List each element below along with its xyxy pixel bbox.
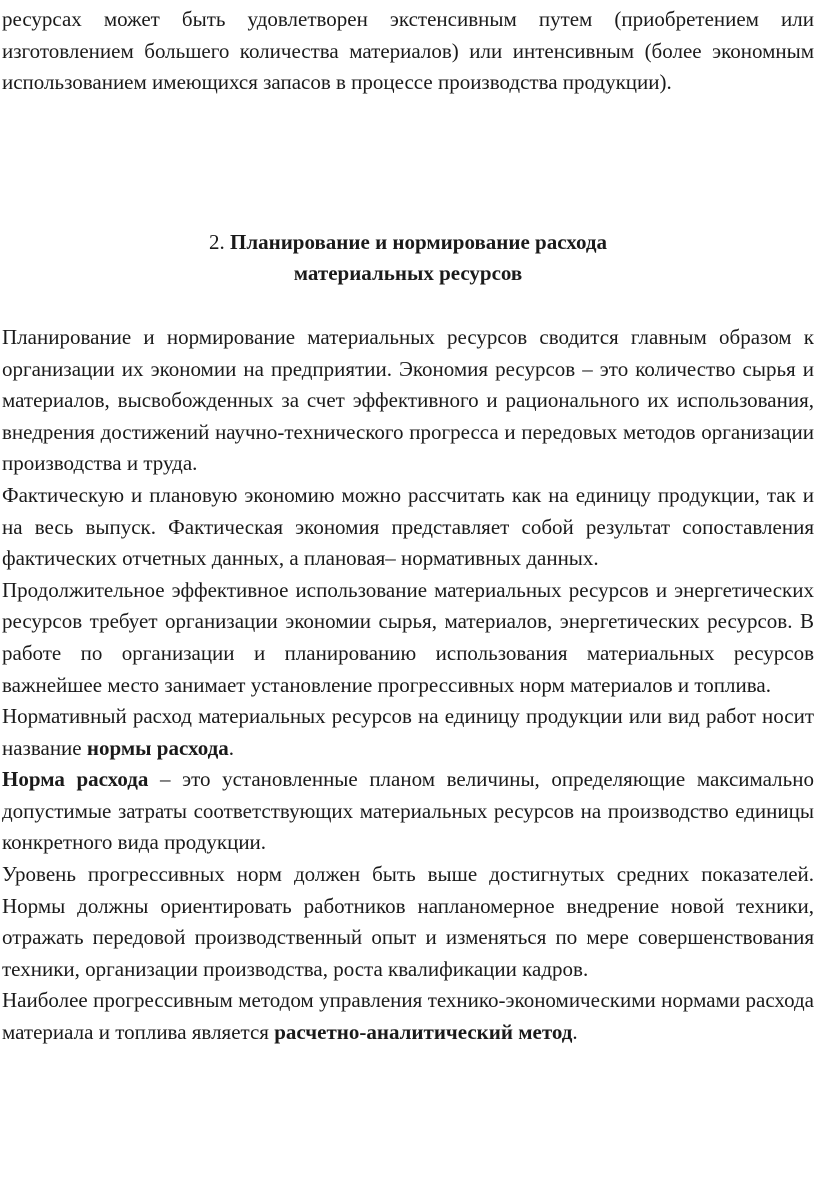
section-number: 2. (208, 229, 225, 254)
paragraph-calculation-method (2, 985, 814, 1048)
p4-text: Нормативный расход материальных ресурсов на единицу продукции или вид работ носит название (2, 704, 814, 760)
section-body (2, 322, 814, 1049)
section-heading (2, 227, 814, 290)
section-title-line1: Планирование и нормирование расхода (229, 229, 607, 254)
paragraph-norm-definition (2, 764, 814, 859)
term-consumption-norm: нормы расхода (86, 735, 229, 760)
paragraph-actual-planned-savings: Фактическую и плановую экономию можно рассчитать как на единицу продукции, так и на весь выпуск. Фактическая экономия представляет собой результат сопоставления фактических отчетных данных, а плановая– нормативных данных. (2, 482, 814, 571)
term-norm-of-consumption: Норма расхода (2, 767, 149, 792)
paragraph-progressive-norms: Уровень прогрессивных норм должен быть выше достигнутых средних показателей. Нормы должны ориентировать работников напланомерное внедрение новой техники, отражать передовой производственный опыт и изменяться по мере совершенствования техники, организации производства, роста квалификации кадров. (2, 862, 814, 981)
paragraph-normative-consumption (2, 701, 814, 764)
document-page (2, 0, 814, 1049)
p5-text: – это установленные планом величины, определяющие максимально допустимые затраты соответствующих материальных ресурсов на производство единицы конкретного вида продукции. (2, 767, 814, 855)
section-heading-line1 (2, 227, 814, 259)
paragraph-resource-savings: Планирование и нормирование материальных ресурсов сводится главным образом к организации их экономии на предприятии. Экономия ресурсов – это количество сырья и материалов, высвобожденных за счет эффективного и рационального их использования, внедрения достижений научно-технического прогресса и передовых методов организации производства и труда. (2, 324, 814, 476)
intro-paragraph: ресурсах может быть удовлетворен экстенсивным путем (приобретением или изготовлением большего количества материалов) или интенсивным (более экономным использованием имеющихся запасов в процессе производства продукции). (2, 7, 814, 95)
p7-end: . (572, 1020, 578, 1045)
section-title-line2: материальных ресурсов (293, 261, 523, 286)
p4-end: . (228, 735, 234, 760)
p7-text: Наиболее прогрессивным методом управления технико-экономическими нормами расхода материала и топлива является (2, 988, 814, 1045)
paragraph-energy-resources: Продолжительное эффективное использование материальных ресурсов и энергетических ресурсов требует организации экономии сырья, материалов, энергетических ресурсов. В работе по организации и планированию использования материальных ресурсов важнейшее место занимает установление прогрессивных норм материалов и топлива. (2, 577, 814, 697)
term-calculation-analytical-method: расчетно-аналитический метод (274, 1020, 573, 1045)
